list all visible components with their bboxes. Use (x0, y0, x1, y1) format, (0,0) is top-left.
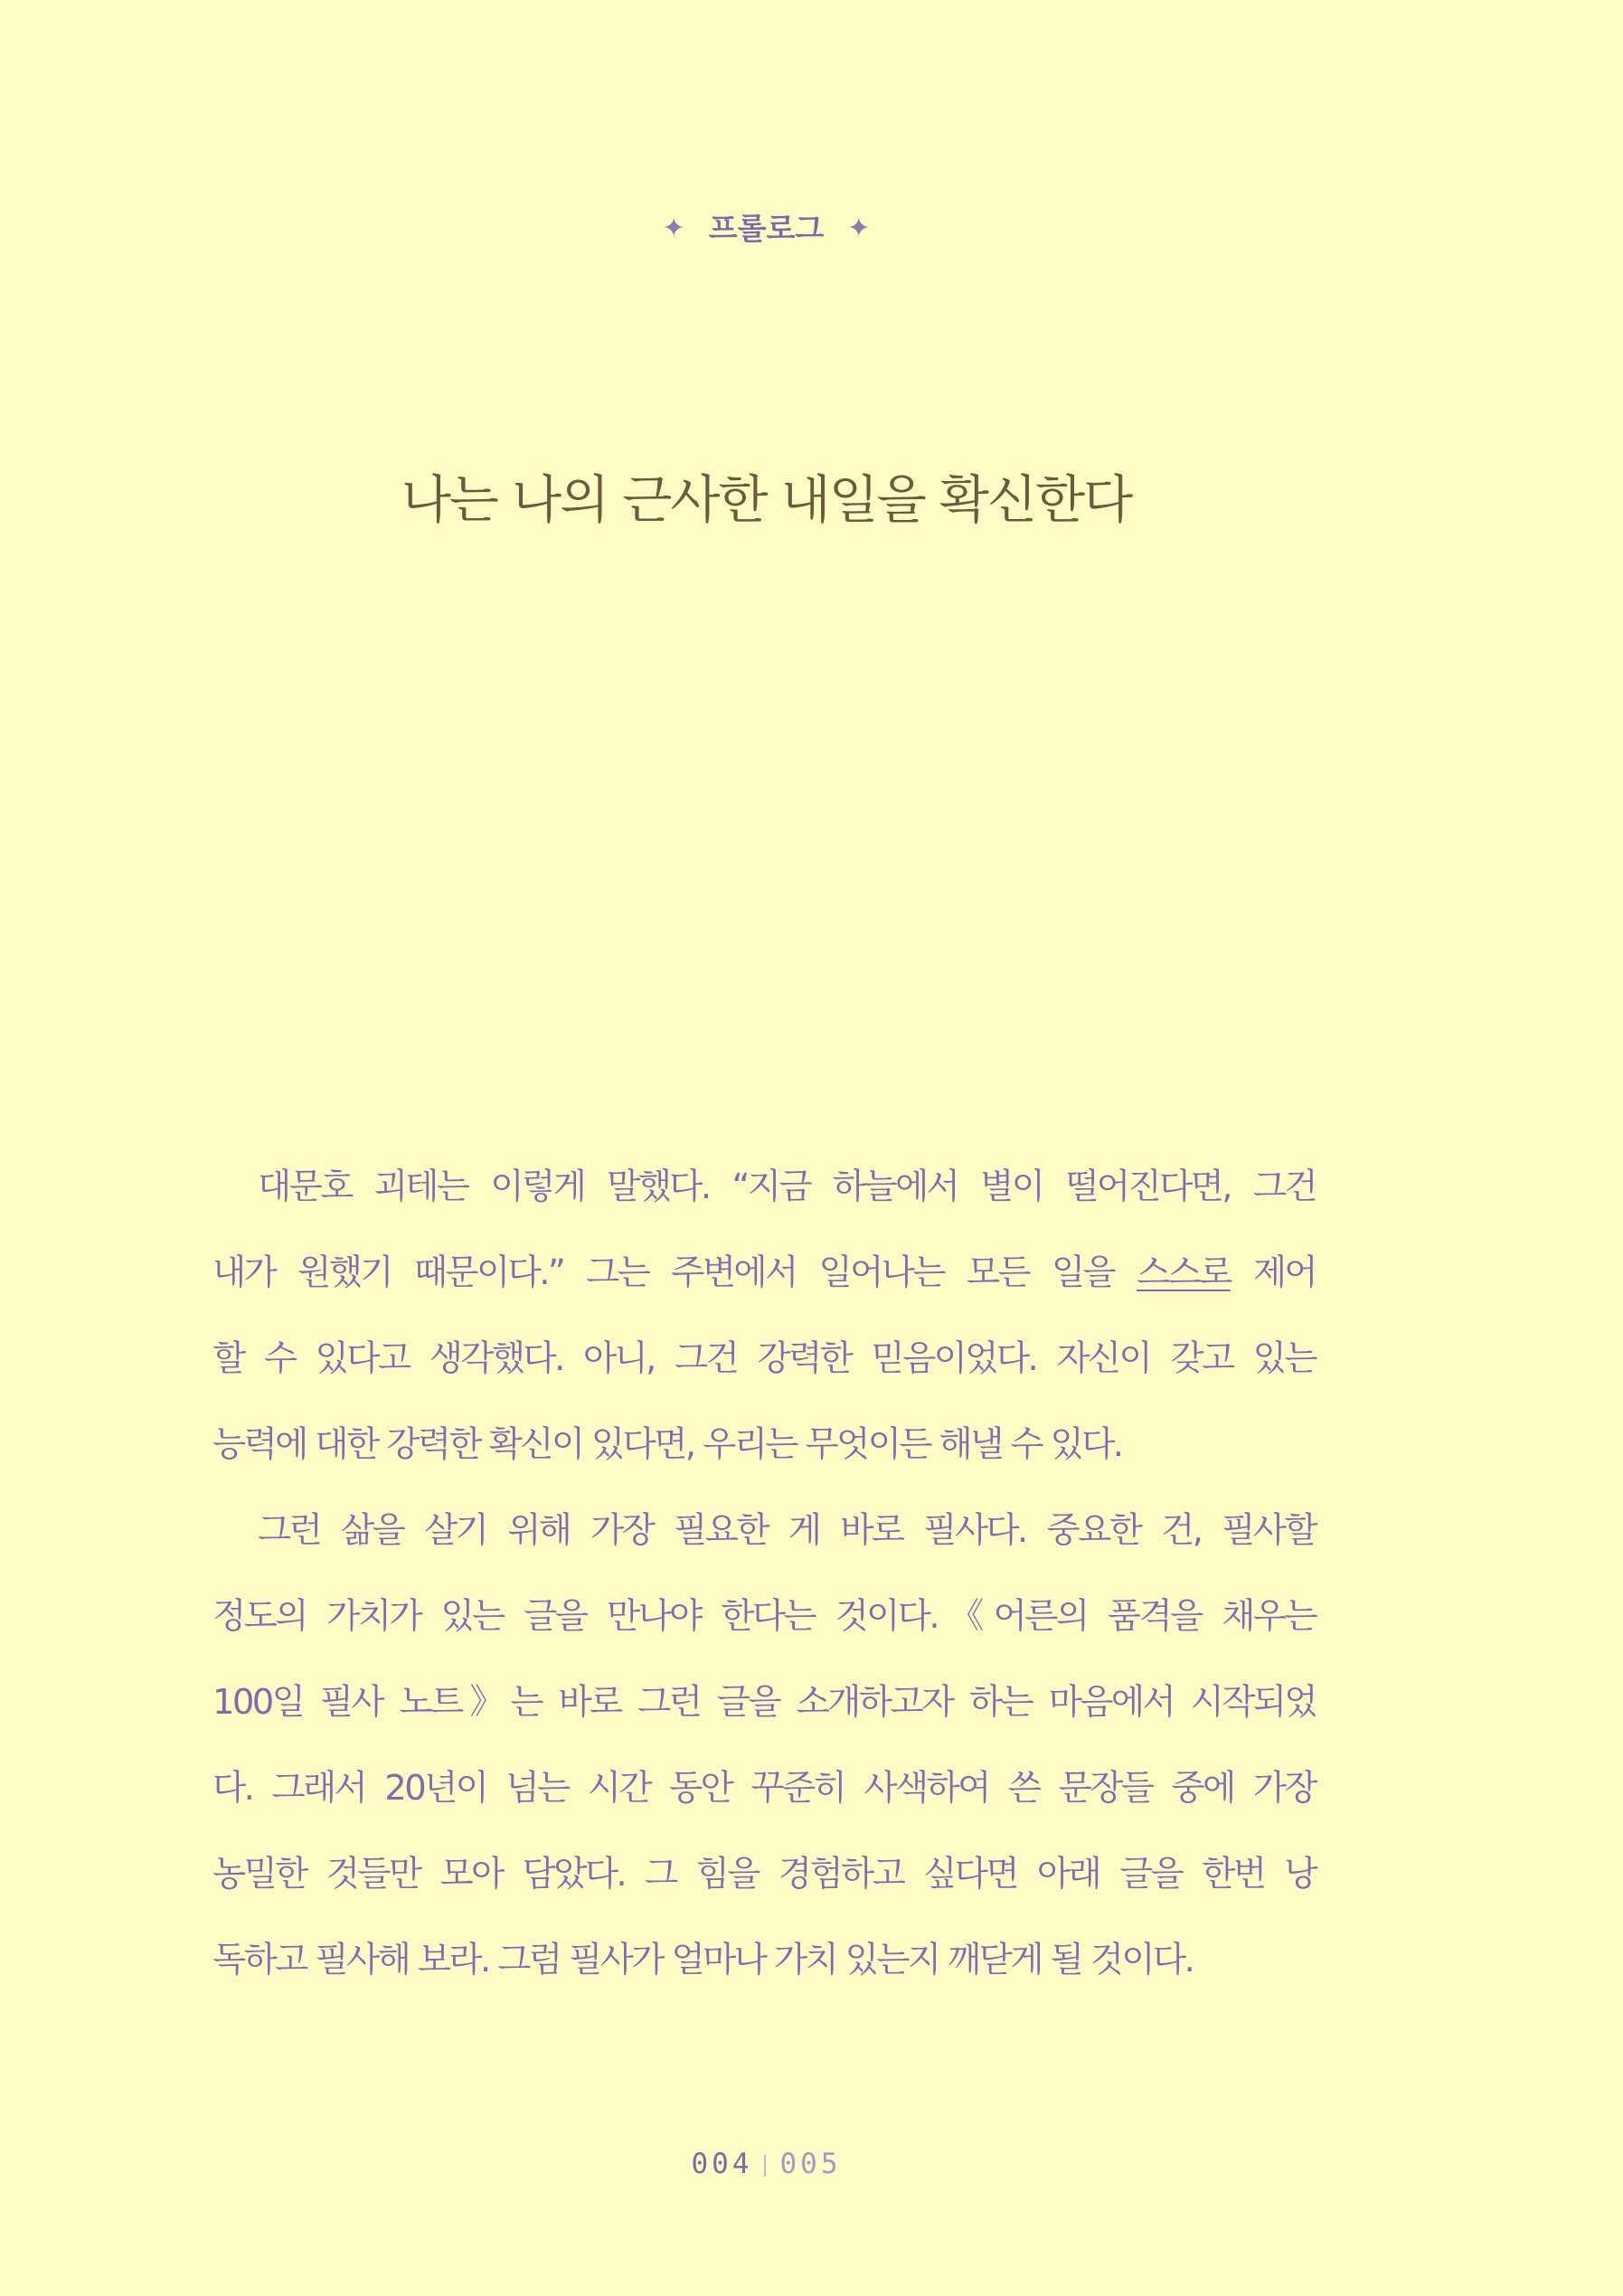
text-line: 농밀한 것들만 모아 담았다. 그 힘을 경험하고 싶다면 아래 글을 한번 낭 (212, 1854, 1316, 1894)
text-segment: 내가 원했기 때문이다.” 그는 주변에서 일어나는 모든 일을 (212, 1252, 1137, 1293)
text-line: 할 수 있다고 생각했다. 아니, 그건 강력한 믿음이었다. 자신이 갖고 있는 (212, 1338, 1316, 1379)
text-line: 100일 필사 노트》는 바로 그런 글을 소개하고자 하는 마음에서 시작되었 (212, 1682, 1316, 1723)
text-line: 독하고 필사해 보라. 그럼 필사가 얼마나 가치 있는지 깨닫게 될 것이다. (212, 1940, 1194, 1980)
four-point-star-icon: ✦ (847, 212, 871, 244)
right-page-number: 005 (779, 2148, 842, 2180)
underlined-word: 스스로 (1137, 1252, 1231, 1293)
section-header (0, 204, 1533, 251)
text-line: 능력에 대한 강력한 확신이 있다면, 우리는 무엇이든 해낼 수 있다. (212, 1424, 1122, 1465)
text-line: 그런 삶을 살기 위해 가장 필요한 게 바로 필사다. 중요한 건, 필사할 (258, 1510, 1316, 1551)
text-line: 대문호 괴테는 이렇게 말했다. “지금 하늘에서 별이 떨어진다면, 그건 (258, 1167, 1316, 1207)
paragraph (212, 1488, 1316, 2003)
section-label: 프롤로그 (708, 210, 825, 246)
text-line (212, 1230, 1316, 1316)
body-text (212, 1144, 1316, 2003)
paragraph (212, 1144, 1316, 1488)
text-line: 정도의 가치가 있는 글을 만나야 한다는 것이다.《어른의 품격을 채우는 (212, 1596, 1316, 1637)
text-segment: 제어 (1230, 1252, 1316, 1293)
text-line: 다. 그래서 20년이 넘는 시간 동안 꾸준히 사색하여 쓴 문장들 중에 가장 (212, 1768, 1316, 1809)
page-numbers (0, 2141, 1533, 2187)
left-page-number: 004 (691, 2148, 753, 2180)
four-point-star-icon: ✦ (662, 212, 685, 244)
chapter-title: 나는 나의 근사한 내일을 확신한다 (401, 470, 1132, 530)
page-divider (764, 2155, 766, 2177)
